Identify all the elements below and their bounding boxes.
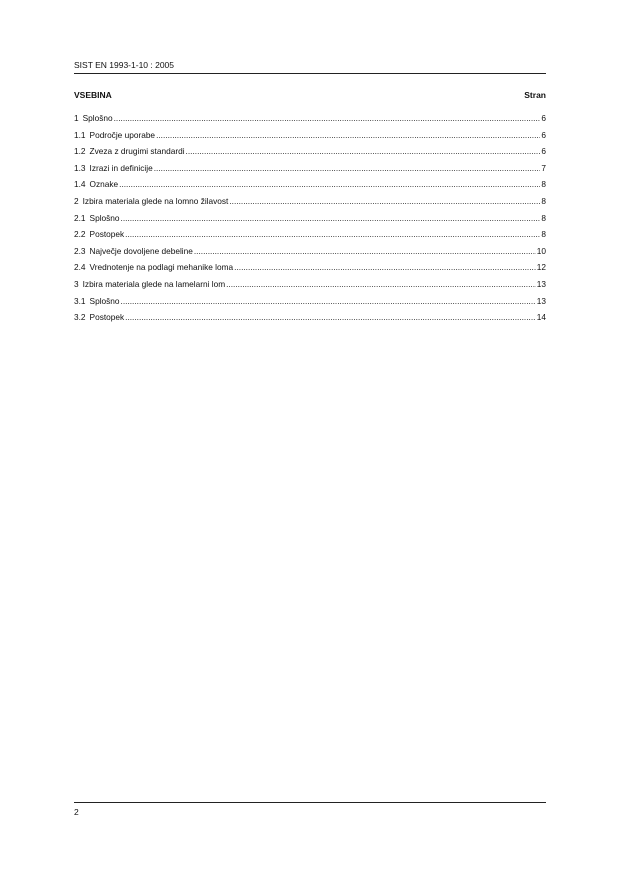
toc-entry-number: 1.4	[74, 179, 86, 190]
toc-leader-dots	[186, 146, 541, 156]
toc-entry-page: 8	[541, 229, 546, 240]
toc-entry[interactable]	[74, 312, 546, 329]
toc-entry-title: Postopek	[89, 312, 125, 323]
toc-entry-page: 8	[541, 179, 546, 190]
toc-entry-title: Postopek	[89, 229, 125, 240]
toc-entry-page: 14	[536, 312, 546, 323]
toc-entry-title: Splošno	[89, 212, 120, 223]
toc-entry-page: 13	[536, 278, 546, 289]
toc-entry-number: 2.1	[74, 212, 86, 223]
toc-entry-number: 1.3	[74, 162, 86, 173]
toc-entry-title: Zveza z drugimi standardi	[89, 146, 185, 157]
toc-page-label: Stran	[524, 90, 546, 100]
page-number: 2	[74, 807, 79, 817]
toc-leader-dots	[125, 312, 536, 322]
toc-entry-title: Splošno	[82, 113, 113, 123]
table-of-contents	[74, 113, 546, 329]
toc-entry-page: 13	[536, 295, 546, 306]
toc-entry-title: Izbira materiala glede na lomno žilavost	[82, 195, 229, 206]
toc-entry-title: Področje uporabe	[89, 129, 156, 140]
toc-leader-dots	[121, 213, 541, 223]
document-header	[74, 60, 546, 70]
toc-entry[interactable]	[74, 229, 546, 246]
toc-entry[interactable]	[74, 163, 546, 180]
document-id: SIST EN 1993-1-10 : 2005	[74, 60, 175, 70]
toc-entry-number: 1.2	[74, 146, 86, 157]
document-footer	[74, 807, 79, 817]
toc-entry-title: Vrednotenje na podlagi mehanike loma	[89, 262, 234, 273]
toc-leader-dots	[229, 196, 540, 206]
toc-entry-number: 3	[74, 278, 79, 289]
toc-entry-title: Izbira materiala glede na lamelarni lom	[82, 278, 226, 289]
toc-entry-title: Izrazi in definicije	[89, 162, 153, 173]
toc-entry-page: 8	[541, 212, 546, 223]
toc-entry[interactable]	[74, 213, 546, 230]
toc-leader-dots	[125, 229, 540, 239]
toc-entry[interactable]	[74, 262, 546, 279]
toc-leader-dots	[121, 296, 536, 306]
toc-entry-number: 1	[74, 113, 79, 123]
toc-entry-number: 3.1	[74, 295, 86, 306]
toc-entry[interactable]	[74, 246, 546, 263]
toc-entry[interactable]	[74, 146, 546, 163]
toc-leader-dots	[226, 279, 536, 289]
toc-entry[interactable]	[74, 279, 546, 296]
toc-leader-dots	[194, 246, 536, 256]
toc-entry-page: 6	[541, 146, 546, 157]
toc-leader-dots	[114, 113, 541, 123]
toc-entry-page: 6	[541, 113, 546, 123]
toc-entry-page: 12	[536, 262, 546, 273]
toc-leader-dots	[119, 179, 540, 189]
toc-entry[interactable]	[74, 113, 546, 130]
toc-entry[interactable]	[74, 196, 546, 213]
toc-leader-dots	[154, 163, 541, 173]
toc-leader-dots	[156, 130, 540, 140]
toc-entry-page: 7	[541, 162, 546, 173]
toc-entry-title: Splošno	[89, 295, 120, 306]
toc-entry[interactable]	[74, 130, 546, 147]
footer-divider	[74, 802, 546, 803]
toc-entry-number: 2	[74, 195, 79, 206]
toc-entry-title: Največje dovoljene debeline	[89, 245, 193, 256]
toc-entry-number: 3.2	[74, 312, 86, 323]
toc-entry-page: 10	[536, 245, 546, 256]
header-divider	[74, 73, 546, 74]
toc-entry-number: 2.2	[74, 229, 86, 240]
toc-heading-row	[74, 90, 546, 100]
toc-title: VSEBINA	[74, 90, 112, 100]
toc-entry[interactable]	[74, 179, 546, 196]
toc-entry-page: 8	[541, 195, 546, 206]
toc-entry-number: 2.4	[74, 262, 86, 273]
toc-entry-number: 2.3	[74, 245, 86, 256]
toc-entry-page: 6	[541, 129, 546, 140]
toc-entry-number: 1.1	[74, 129, 86, 140]
toc-entry-title: Oznake	[89, 179, 119, 190]
toc-entry[interactable]	[74, 296, 546, 313]
toc-leader-dots	[234, 262, 536, 272]
